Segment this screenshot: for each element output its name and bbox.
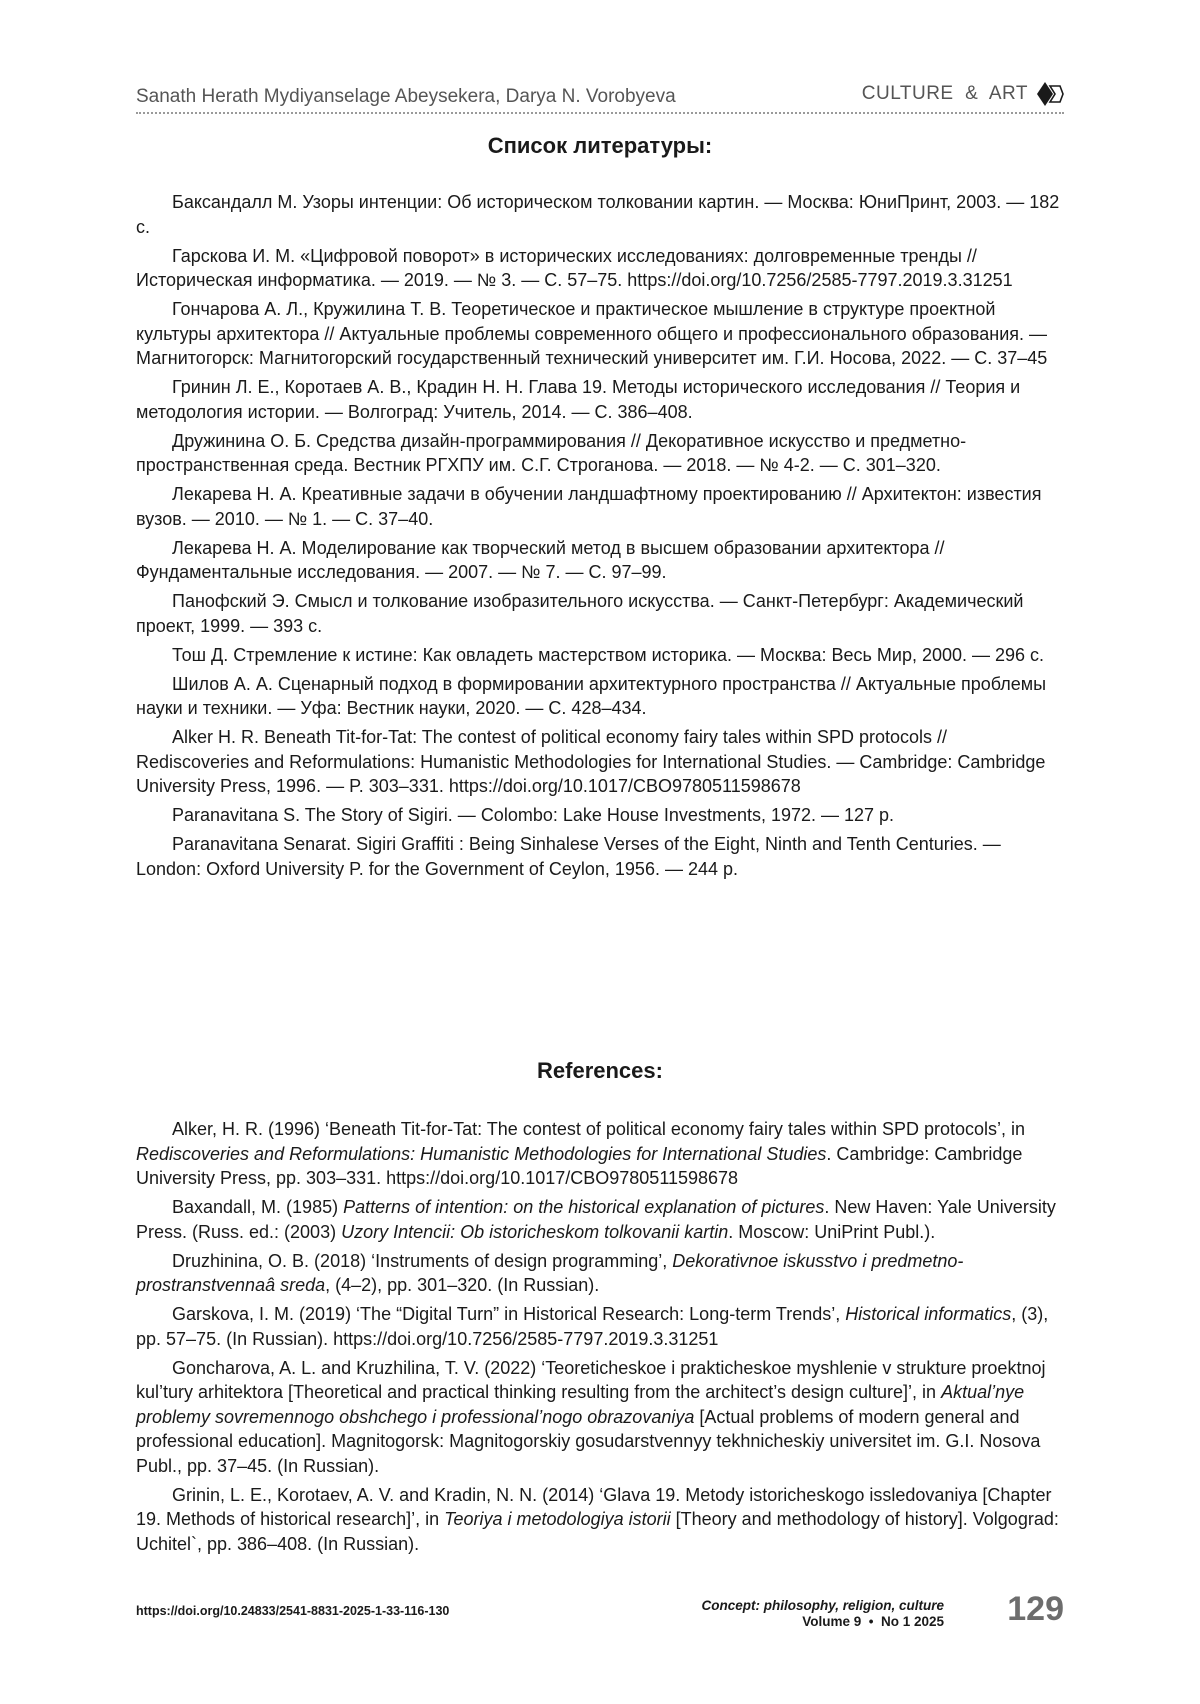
reference-text: Druzhinina, O. B. (2018) ‘Instruments of design programming’, xyxy=(172,1250,673,1271)
reference-entry: Шилов А. А. Сценарный подход в формировании архитектурного пространства // Актуальные проблемы науки и техники. — Уфа: Вестник науки, 2020. — С. 428–434. xyxy=(136,673,1047,718)
reference-entry: Лекарева Н. А. Креативные задачи в обучении ландшафтному проектированию // Архитектон: известия вузов. — 2010. — № 1. — С. 37–40. xyxy=(136,484,1042,529)
reference-text: Baxandall, M. (1985) xyxy=(172,1197,344,1217)
reference-entry xyxy=(136,1117,1062,1191)
footer-volume-issue: Volume 9 • No 1 2025 xyxy=(802,1614,944,1629)
reference-entry xyxy=(136,1195,1062,1244)
reference-text: Alker, H. R. (1996) ‘Beneath Tit-for-Tat: The contest of political economy fairy tales within SPD protocols’, in xyxy=(172,1119,1026,1139)
footer-journal-name: Concept: philosophy, religion, culture xyxy=(701,1598,944,1613)
reference-title-italic: Aktual’nye problemy sovremennogo obshchego i professional’nogo obrazovaniya xyxy=(136,1382,1025,1427)
reference-entry: Тош Д. Стремление к истине: Как овладеть мастерством историка. — Москва: Весь Мир, 2000. — 296 с. xyxy=(172,644,1045,665)
reference-entry: Paranavitana Senarat. Sigiri Graffiti : Being Sinhalese Verses of the Eight, Ninth and Tenth Centuries. — London: Oxford University P. for the Government of Ceylon, 1956. — 244 p. xyxy=(136,834,1001,879)
reference-title-italic: Historical informatics xyxy=(845,1304,1012,1324)
footer-journal-info xyxy=(701,1598,944,1630)
reference-text: . New Haven: Yale University Press. (Russ. ed.: (2003) xyxy=(136,1197,1056,1242)
reference-text: Goncharova, A. L. and Kruzhilina, T. V. (2022) ‘Teoreticheskoe i prakticheskoe myshlenie v strukture proektnoj kul’tury arhitektora [Theoretical and practical thinking resulting from the architect’s design culture]’, in xyxy=(136,1357,1046,1402)
reference-text: , (4–2), pp. 301–320. (In Russian). xyxy=(325,1275,600,1295)
reference-entry: Alker H. R. Beneath Tit-for-Tat: The contest of political economy fairy tales within SPD protocols // Rediscoveries and Reformulations: Humanistic Methodologies for International Studies. — Cambridge: Cambridge University Press, 1996. — P. 303–331. https://doi.org/10.1017/CBO9780511598678 xyxy=(136,727,1046,796)
header-divider xyxy=(136,112,1064,114)
reference-text: Grinin, L. E., Korotaev, A. V. and Kradin, N. N. (2014) ‘Glava 19. Metody istoricheskogo issledovaniya [Chapter 19. Methods of historical research]’, in xyxy=(136,1484,1052,1529)
reference-text: , (3), pp. 57–75. (In Russian). https://doi.org/10.7256/2585-7797.2019.3.31251 xyxy=(136,1304,1049,1349)
reference-entry: Гринин Л. Е., Коротаев А. В., Крадин Н. Н. Глава 19. Методы исторического исследования // Теория и методология истории. — Волгоград: Учитель, 2014. — С. 386–408. xyxy=(136,377,1021,422)
journal-section-tag xyxy=(862,80,1064,108)
reference-entry xyxy=(136,1249,1062,1298)
page-number: 129 xyxy=(1007,1590,1064,1628)
journal-section-label: CULTURE & ART xyxy=(861,83,1028,104)
reference-title-italic: Uzory Intencii: Ob istoricheskom tolkovanii kartin xyxy=(341,1221,729,1242)
reference-text: Garskova, I. M. (2019) ‘The “Digital Turn” in Historical Research: Long-term Trends’, xyxy=(172,1304,846,1324)
reference-title-italic: Patterns of intention: on the historical explanation of pictures xyxy=(343,1197,825,1217)
reference-entry: Баксандалл М. Узоры интенции: Об историческом толковании картин. — Москва: ЮниПринт, 2003. — 182 с. xyxy=(136,192,1060,237)
reference-entry: Гарскова И. М. «Цифровой поворот» в исторических исследованиях: долговременные тренды // Историческая информатика. — 2019. — № 3. — С. 57–75. https://doi.org/10.7256/2585-7797.2019.3.31251 xyxy=(136,245,1013,290)
reference-entry: Paranavitana S. The Story of Sigiri. — Colombo: Lake House Investments, 1972. — 127 p. xyxy=(172,805,895,825)
footer-doi-link[interactable]: https://doi.org/10.24833/2541-8831-2025-1-33-116-130 xyxy=(136,1604,450,1618)
reference-text: [Actual problems of modern general and professional education]. Magnitogorsk: Magnitogorskiy gosudarstvennyy tekhnicheskiy universitet im. G.I. Nosova Publ., pp. 37–45. (In Russian). xyxy=(136,1406,1041,1476)
section-title-russian: Список литературы: xyxy=(487,133,713,158)
reference-entry: Гончарова А. Л., Кружилина Т. В. Теоретическое и практическое мышление в структуре проектной культуры архитектора // Актуальные проблемы современного общего и профессионального образования. — Магнитогорск: Магнитогорский государственный технический университет им. Г.И. Носова, 2022. — С. 37–45 xyxy=(136,299,1048,368)
reference-title-italic: Teoriya i metodologiya istorii xyxy=(444,1509,671,1529)
reference-text: . Cambridge: Cambridge University Press, pp. 303–331. https://doi.org/10.1017/CBO9780511598678 xyxy=(136,1143,1023,1188)
page-footer xyxy=(136,1590,1064,1634)
reference-entry: Панофский Э. Смысл и толкование изобразительного искусства. — Санкт-Петербург: Академический проект, 1999. — 393 с. xyxy=(136,591,1024,636)
reference-list-russian xyxy=(136,190,1062,886)
reference-list-english xyxy=(136,1117,1062,1561)
diamond-logo-icon xyxy=(1036,80,1064,108)
header-authors: Sanath Herath Mydiyanselage Abeysekera, Darya N. Vorobyeva xyxy=(136,86,676,107)
reference-entry: Лекарева Н. А. Моделирование как творческий метод в высшем образовании архитектора // Фундаментальные исследования. — 2007. — № 7. — С. 97–99. xyxy=(136,537,945,582)
reference-title-italic: Dekorativnoe iskusstvo i predmetno-prostranstvennaâ sreda xyxy=(136,1250,964,1295)
reference-text: [Theory and methodology of history]. Volgograd: Uchitel`, pp. 386–408. (In Russian). xyxy=(136,1509,1059,1554)
reference-entry xyxy=(136,1302,1062,1351)
reference-title-italic: Rediscoveries and Reformulations: Humanistic Methodologies for International Studies xyxy=(136,1143,827,1164)
reference-text: . Moscow: UniPrint Publ.). xyxy=(728,1221,936,1242)
reference-entry: Дружинина О. Б. Средства дизайн-программирования // Декоративное искусство и предметно-пространственная среда. Вестник РГХПУ им. С.Г. Строганова. — 2018. — № 4-2. — С. 301–320. xyxy=(136,430,967,475)
reference-entry xyxy=(136,1356,1062,1479)
running-head xyxy=(136,74,1064,108)
section-title-references: References: xyxy=(537,1058,663,1083)
reference-entry xyxy=(136,1483,1062,1557)
